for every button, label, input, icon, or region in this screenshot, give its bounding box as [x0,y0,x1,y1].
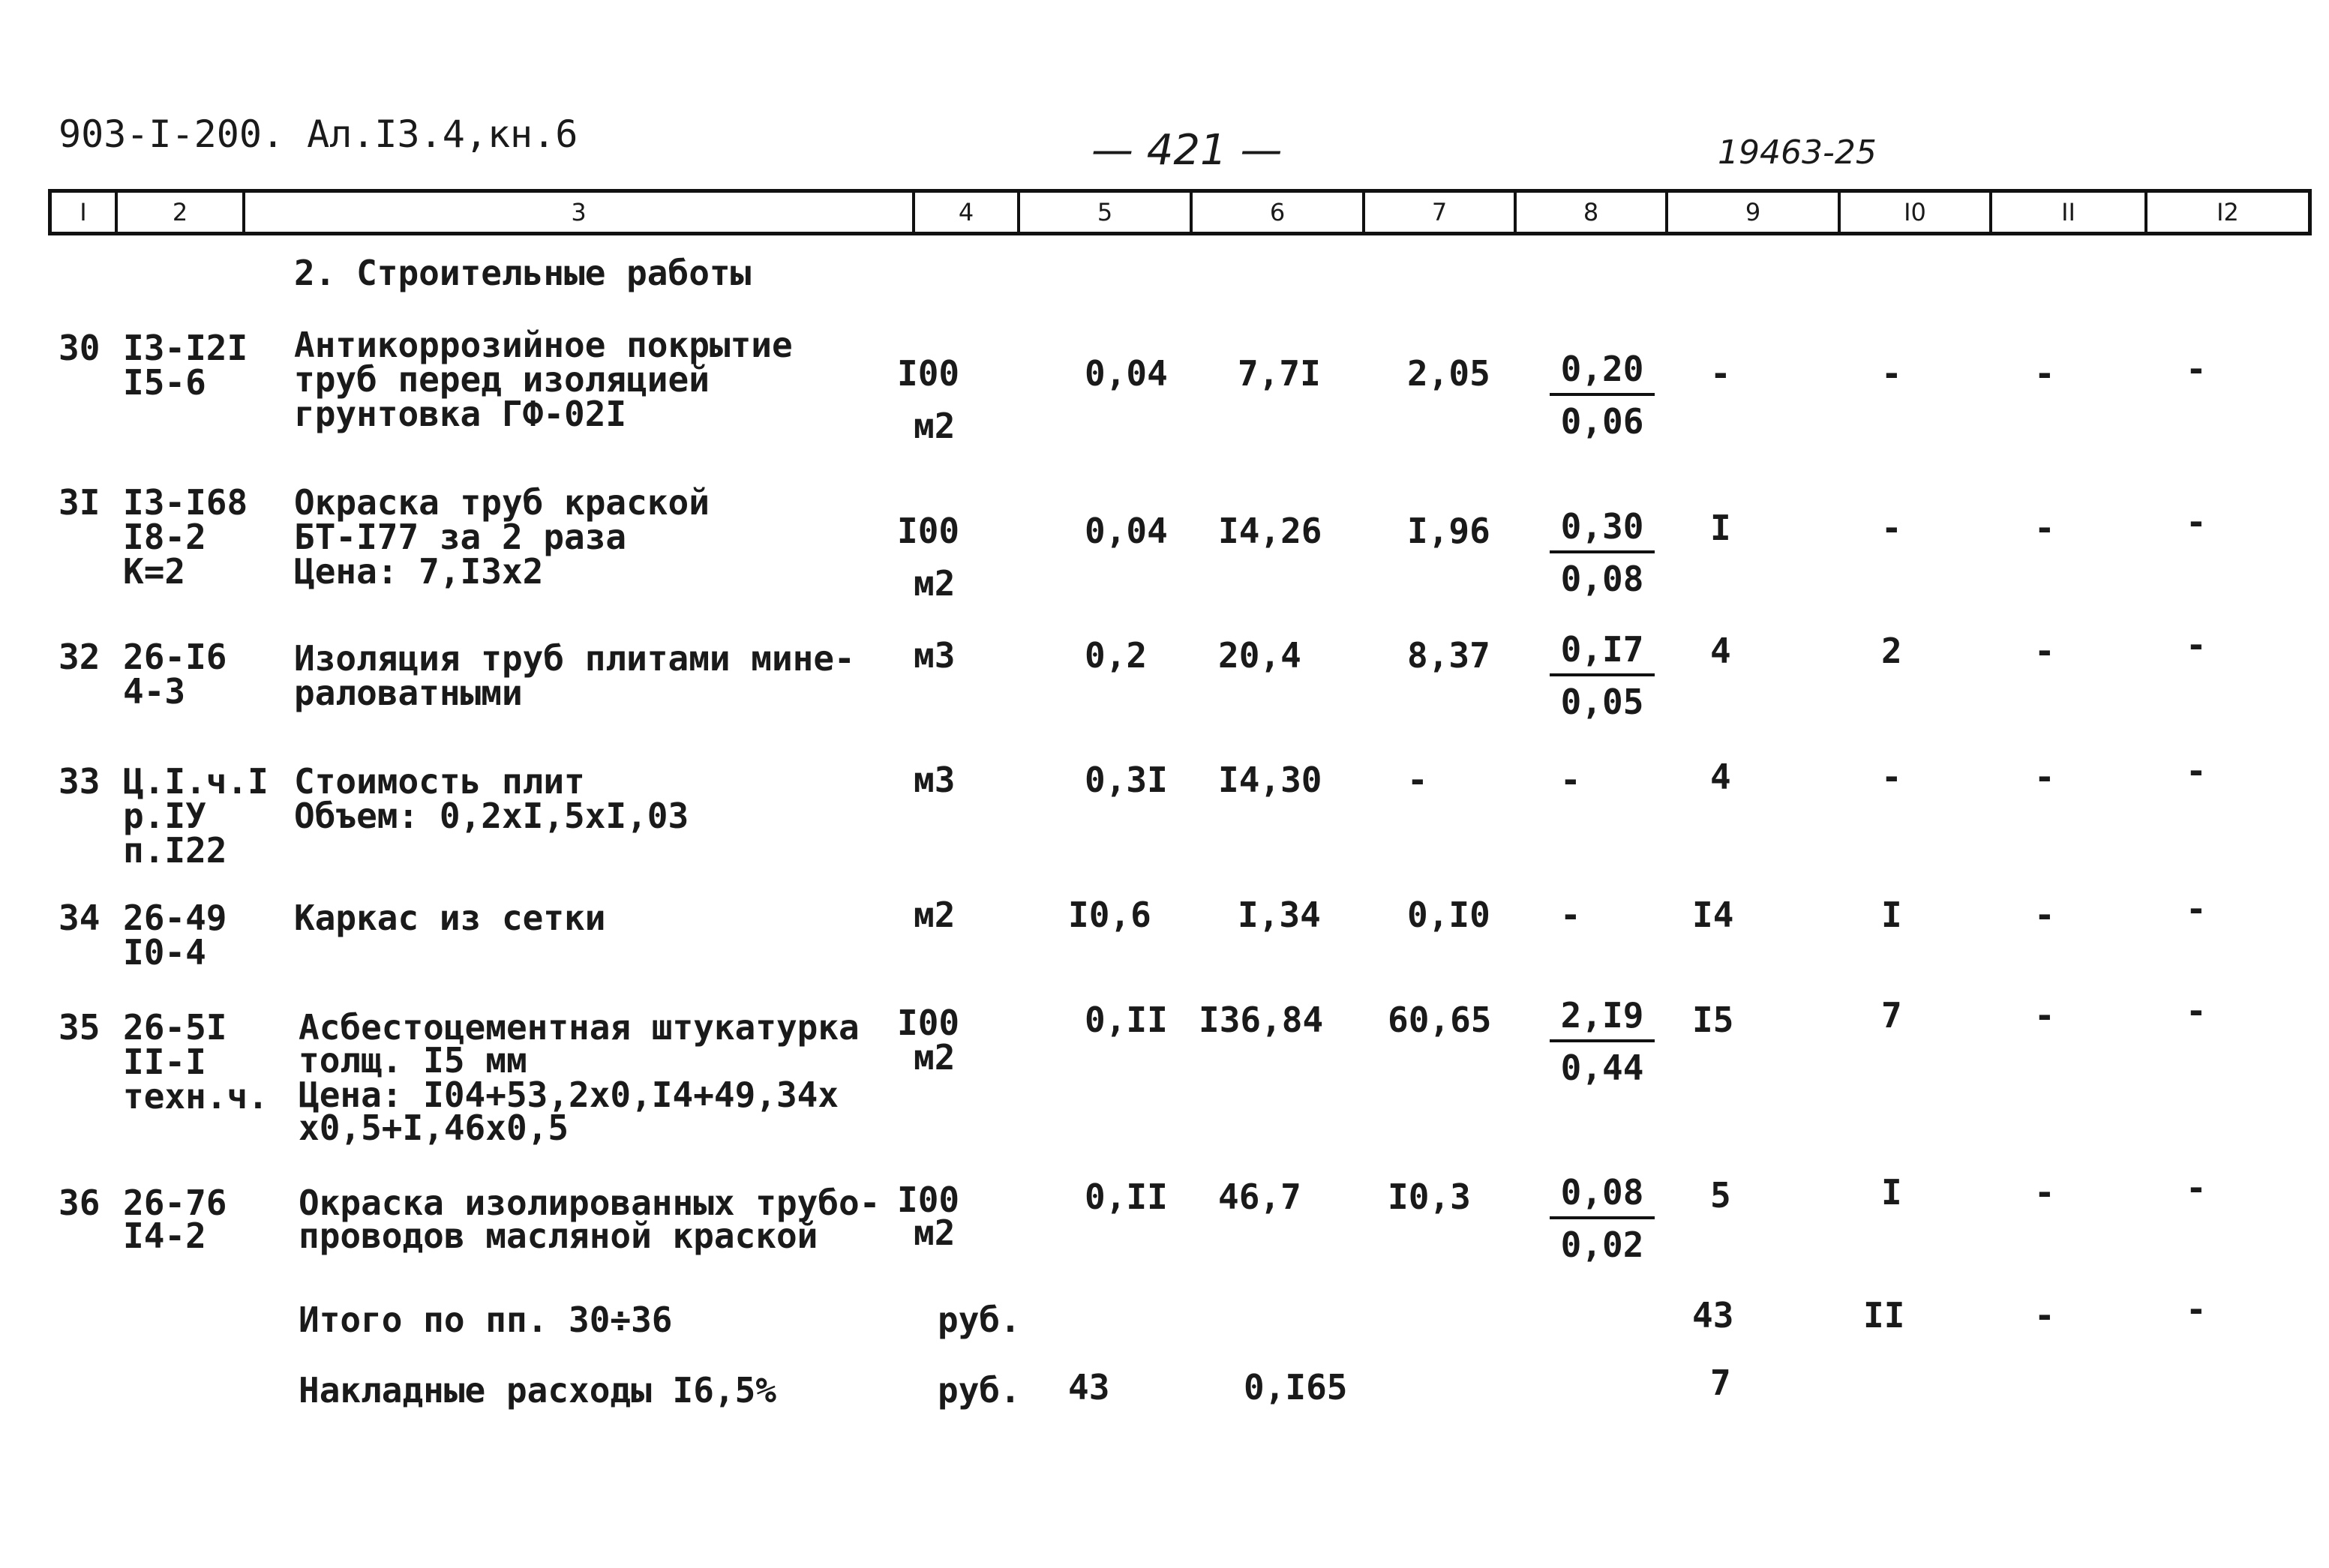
work-name-line: Стоимость плит [294,761,585,802]
machine-cost-fraction [1550,1174,1655,1263]
unit-line: м2 [914,1213,956,1253]
work-name-line: толщ. I5 мм [299,1040,527,1081]
rate-code-line: п.I22 [123,830,227,871]
column-header-2: 2 [118,193,245,232]
unit-cost-value: I,34 [1238,895,1321,935]
unit-cost-value: I36,84 [1199,1000,1324,1040]
col12-value: - [2186,751,2207,791]
section-title: 2. Строительные работы [294,253,752,293]
overhead-label: Накладные расходы I6,5% [299,1370,776,1411]
col12-value: - [2186,991,2207,1031]
rate-code-line: 26-49 [123,898,227,938]
rate-code-line: техн.ч. [123,1076,269,1117]
column-header-8: 8 [1517,193,1668,232]
total-cost-value: - [1710,353,1731,394]
wage-value: 0,I0 [1407,895,1490,935]
total-cost-sum: 43 [1692,1295,1734,1336]
row-number: 35 [59,1007,101,1048]
machine-cost-top: 0,20 [1550,351,1655,396]
wage-value: I,96 [1407,511,1490,551]
machine-cost-bottom: 0,05 [1560,682,1644,722]
overhead-rate: 0,I65 [1244,1367,1348,1408]
total-cost-value: 4 [1710,757,1731,797]
machine-cost-value: - [1560,760,1581,800]
total-machine-sum: - [2034,1295,2055,1336]
total-unit: руб. [938,1300,1021,1340]
unit-line: I00 [897,1003,960,1043]
column-header-9: 9 [1668,193,1841,232]
machine-cost-top: 0,I7 [1550,631,1655,676]
unit-line: I00 [897,353,960,394]
column-header-1: I [52,193,118,232]
work-name-line: проводов масляной краской [299,1216,818,1256]
machine-cost-bottom: 0,08 [1560,559,1644,599]
work-name-line: труб перед изоляцией [294,359,710,400]
total-cost-value: I4 [1692,895,1734,935]
work-name-line: БТ-I77 за 2 раза [294,517,627,557]
document-code: 903-I-200. Ал.I3.4,кн.6 [59,112,578,156]
unit-line: м3 [914,760,956,800]
wage-value: 8,37 [1407,635,1490,676]
unit-line: м2 [914,406,956,446]
col12-value: - [2186,1168,2207,1208]
quantity-value: 0,II [1085,1000,1168,1040]
rate-code-line: 26-I6 [123,637,227,677]
total-cost-value: 4 [1710,631,1731,671]
rate-code-line: II-I [123,1042,206,1082]
work-name-line: Каркас из сетки [294,898,606,938]
total-machine-value: - [2034,1172,2055,1213]
wage-value: - [1407,760,1428,800]
rate-code-line: 26-5I [123,1007,227,1048]
machine-cost-fraction [1550,508,1655,597]
machine-cost-bottom: 0,44 [1560,1048,1644,1088]
machine-cost-fraction [1550,631,1655,720]
unit-cost-value: I4,30 [1218,760,1322,800]
page-number: — 421 — [1091,126,1283,175]
work-name-line: Изоляция труб плитами мине- [294,638,855,679]
rate-code-line: К=2 [123,551,186,592]
total-cost-value: I [1710,508,1731,548]
total-cost-value: I5 [1692,1000,1734,1040]
col12-value: - [2186,502,2207,542]
column-header-5: 5 [1020,193,1193,232]
quantity-value: 0,3I [1085,760,1168,800]
unit-line: I00 [897,511,960,551]
work-name-line: Цена: 7,I3x2 [294,551,544,592]
work-name-line: Асбестоцементная штукатурка [299,1007,860,1048]
rate-code-line: I4-2 [123,1216,206,1256]
unit-cost-value: 20,4 [1218,635,1301,676]
work-name-line: Цена: I04+53,2x0,I4+49,34x [299,1075,839,1115]
total-wage-value: 7 [1881,995,1902,1036]
work-name-line: Окраска труб краской [294,482,710,523]
machine-cost-fraction [1550,349,1655,442]
total-wage-value: - [1881,353,1902,394]
column-header-6: 6 [1193,193,1365,232]
total-machine-value: - [2034,757,2055,797]
quantity-value: 0,II [1085,1177,1168,1217]
overhead-amount: 7 [1710,1363,1731,1403]
unit-line: м2 [914,895,956,935]
rate-code-line: I3-I68 [123,482,248,523]
work-name-line: x0,5+I,46x0,5 [299,1108,569,1148]
wage-value: 60,65 [1388,1000,1492,1040]
total-cost-value: 5 [1710,1175,1731,1216]
inventory-number: 19463-25 [1718,133,1877,172]
total-machine-value: - [2034,995,2055,1036]
rate-code-line: I0-4 [123,932,206,973]
column-header-12: I2 [2216,198,2239,226]
machine-cost-top: 0,08 [1550,1174,1655,1219]
column-header-4: 4 [915,193,1020,232]
machine-cost-bottom: 0,06 [1560,401,1644,442]
rate-code-line: Ц.I.ч.I [123,761,269,802]
rate-code-line: I3-I2I [123,328,248,368]
work-name-line: Антикоррозийное покрытие [294,325,793,365]
rate-code-line: I5-6 [123,362,206,403]
col12-value: - [2186,349,2207,389]
col12-value: - [2186,889,2207,929]
total-machine-value: - [2034,631,2055,671]
column-header-row [48,189,2312,235]
total-wage-value: - [1881,508,1902,548]
overhead-base: 43 [1068,1367,1110,1408]
unit-cost-value: I4,26 [1218,511,1322,551]
rate-code-line: р.IУ [123,796,206,836]
quantity-value: 0,04 [1085,353,1168,394]
column-header-11: II [1992,193,2147,232]
row-number: 30 [59,328,101,368]
col12-value: - [2186,625,2207,665]
machine-cost-top: 0,30 [1550,508,1655,553]
total-col12: - [2186,1289,2207,1330]
machine-cost-bottom: 0,02 [1560,1225,1644,1265]
quantity-value: 0,04 [1085,511,1168,551]
unit-line: м2 [914,563,956,604]
work-name-line: раловатными [294,673,523,713]
row-number: 36 [59,1183,101,1223]
rate-code-line: 4-3 [123,671,186,712]
column-header-3: 3 [245,193,915,232]
work-name-line: Окраска изолированных трубо- [299,1183,881,1223]
wage-value: 2,05 [1407,353,1490,394]
rate-code-line: I8-2 [123,517,206,557]
total-wage-value: I [1881,895,1902,935]
total-machine-value: - [2034,895,2055,935]
unit-line: м3 [914,635,956,676]
overhead-unit: руб. [938,1370,1021,1411]
rate-code-line: 26-76 [123,1183,227,1223]
row-number: 32 [59,637,101,677]
unit-line: I00 [897,1180,960,1220]
quantity-value: I0,6 [1068,895,1151,935]
total-wage-value: I [1881,1172,1902,1213]
row-number: 34 [59,898,101,938]
total-machine-value: - [2034,508,2055,548]
row-number: 3I [59,482,101,523]
unit-cost-value: 46,7 [1218,1177,1301,1217]
unit-line: м2 [914,1037,956,1078]
total-wage-sum: II [1863,1295,1905,1336]
total-label: Итого по пп. 30÷36 [299,1300,673,1340]
work-name-line: Объем: 0,2xI,5xI,03 [294,796,689,836]
work-name-line: грунтовка ГФ-02I [294,394,627,434]
total-wage-value: 2 [1881,631,1902,671]
machine-cost-value: - [1560,895,1581,935]
wage-value: I0,3 [1388,1177,1471,1217]
row-number: 33 [59,761,101,802]
unit-cost-value: 7,7I [1238,353,1321,394]
machine-cost-top: 2,I9 [1550,997,1655,1042]
column-header-10: I0 [1841,193,1992,232]
total-machine-value: - [2034,353,2055,394]
total-wage-value: - [1881,757,1902,797]
quantity-value: 0,2 [1085,635,1148,676]
column-header-7: 7 [1365,193,1517,232]
machine-cost-fraction [1550,997,1655,1086]
